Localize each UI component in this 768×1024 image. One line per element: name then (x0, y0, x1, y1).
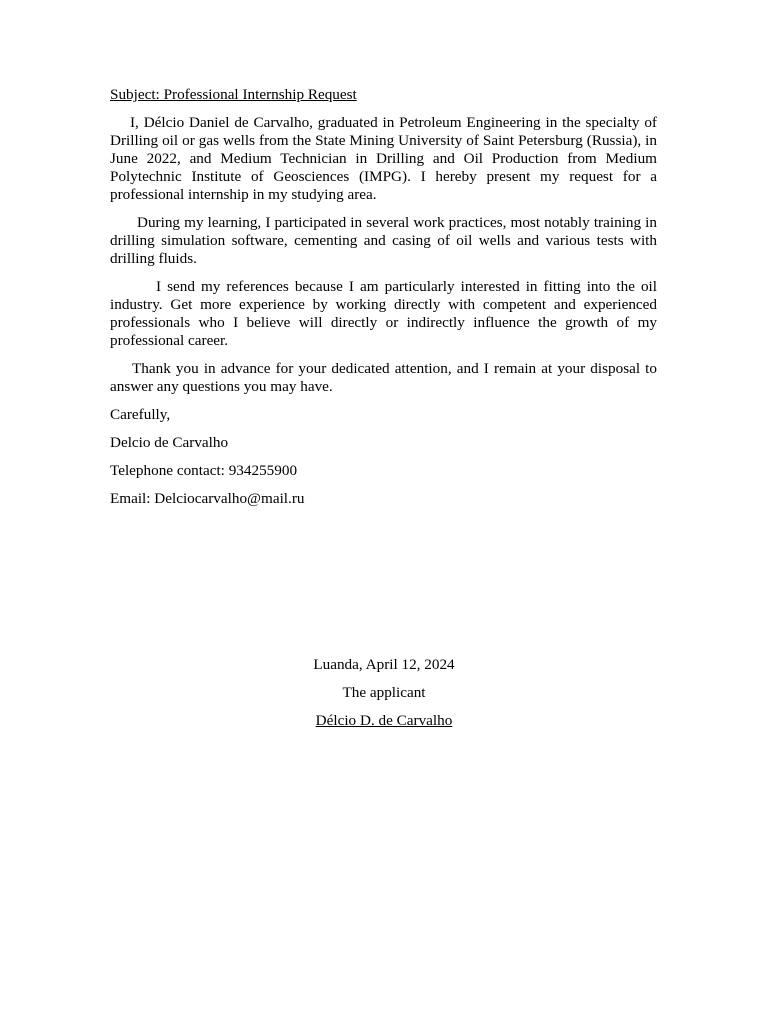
sender-name: Delcio de Carvalho (110, 434, 229, 451)
signature-block (0, 656, 768, 740)
letter-paragraph-3: I send my references because I am particularly interested in fitting into the oil industry. Get more experience by working directly with competent and experienced professionals who I believe will directly or indirectly influence the growth of my professional career. (110, 278, 657, 349)
letter-subject: Subject: Professional Internship Request (110, 86, 357, 103)
letter-closing: Carefully, (110, 406, 171, 423)
letter-paragraph-2: During my learning, I participated in several work practices, most notably training in drilling simulation software, cementing and casing of oil wells and various tests with drilling fluids. (110, 214, 657, 267)
place-date: Luanda, April 12, 2024 (313, 656, 455, 673)
applicant-role: The applicant (342, 684, 426, 701)
letter-body (110, 86, 657, 518)
applicant-name: Délcio D. de Carvalho (315, 712, 453, 729)
letter-paragraph-4: Thank you in advance for your dedicated attention, and I remain at your disposal to answer any questions you may have. (110, 360, 657, 395)
email-contact: Email: Delciocarvalho@mail.ru (110, 490, 305, 507)
letter-paragraph-1: I, Délcio Daniel de Carvalho, graduated in Petroleum Engineering in the specialty of Drilling oil or gas wells from the State Mining University of Saint Petersburg (Russia), in June 2022, and Medium Technician in Drilling and Oil Production from Medium Polytechnic Institute of Geosciences (IMPG). I hereby present my request for a professional internship in my studying area. (110, 114, 657, 203)
telephone-contact: Telephone contact: 934255900 (110, 462, 298, 479)
